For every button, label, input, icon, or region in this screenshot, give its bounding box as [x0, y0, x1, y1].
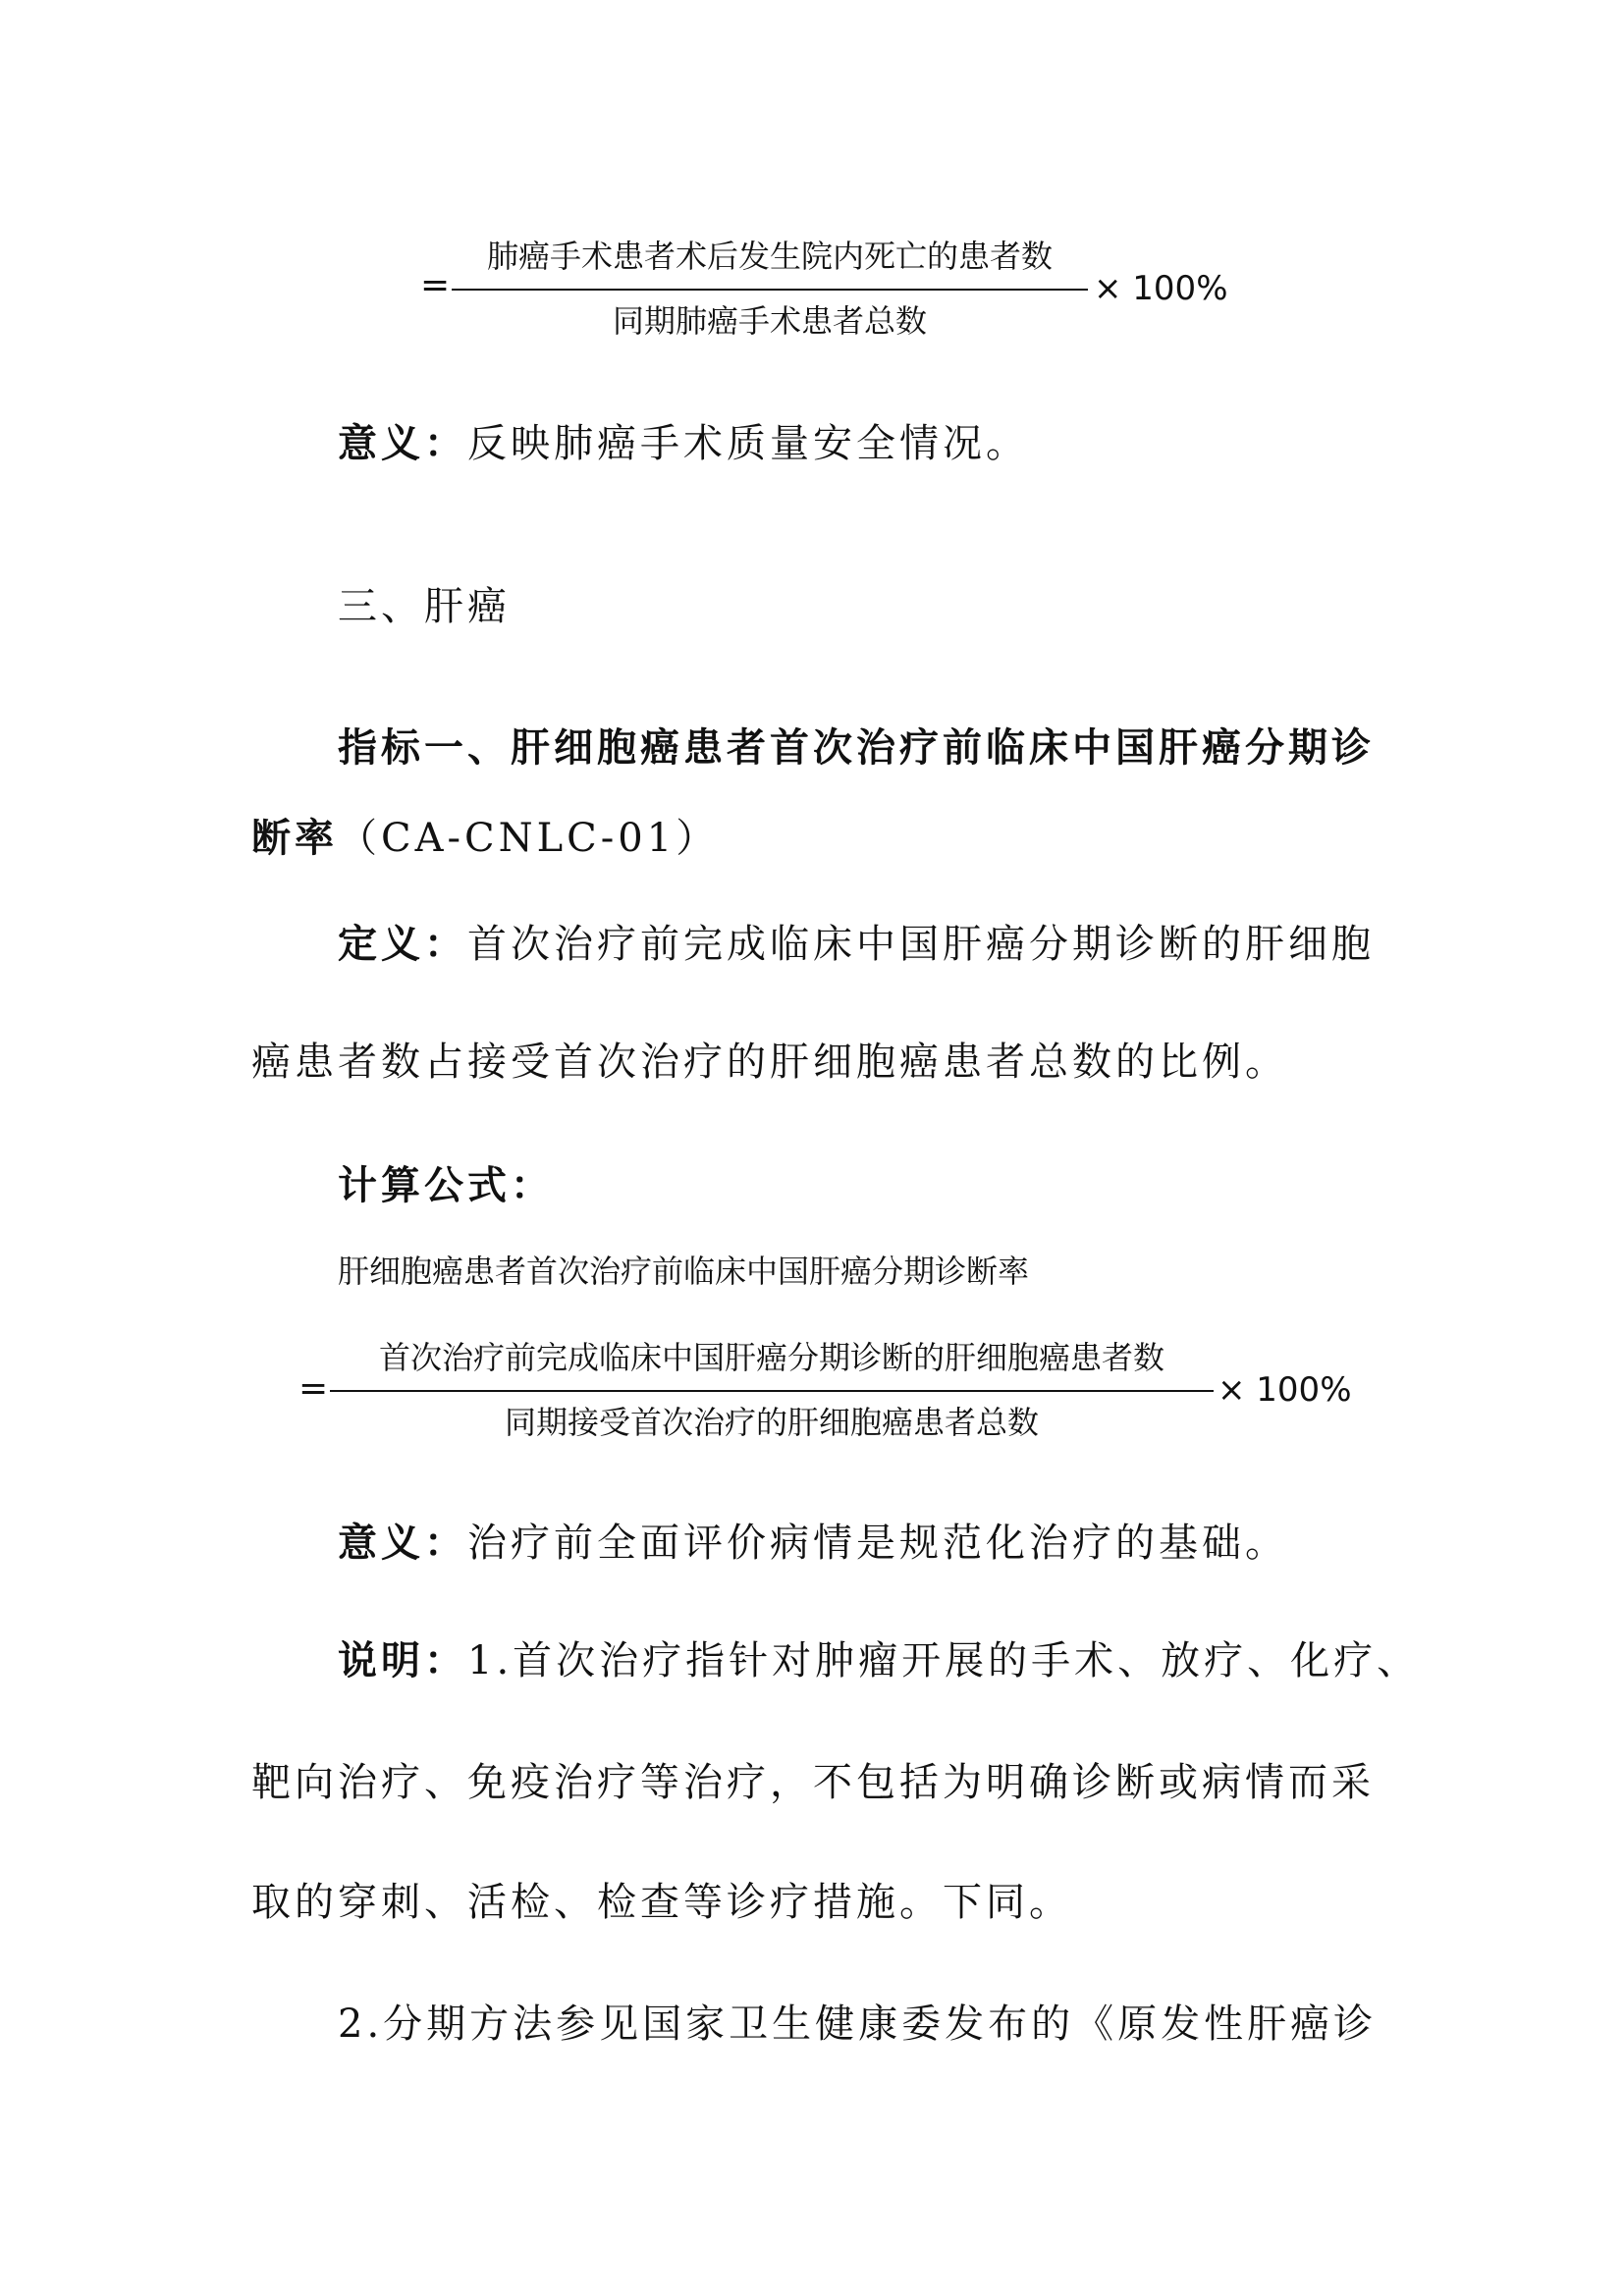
- note-line2: 靶向治疗、免疫治疗等治疗，不包括为明确诊断或病情而采: [251, 1760, 1375, 1805]
- note-line1: [338, 1629, 1420, 1685]
- indicator-heading-line2: [251, 807, 719, 863]
- formula1-multiplier: × 100%: [1094, 269, 1228, 308]
- formula2-denominator: 同期接受首次治疗的肝细胞癌患者总数: [504, 1404, 1039, 1441]
- formula1-equals: =: [420, 265, 451, 305]
- note-label: 说明：: [338, 1637, 467, 1683]
- meaning2-text: 治疗前全面评价病情是规范化治疗的基础。: [467, 1521, 1288, 1566]
- definition-label: 定义：: [338, 921, 467, 967]
- formula1-numerator: 肺癌手术患者术后发生院内死亡的患者数: [486, 238, 1053, 275]
- meaning1-text: 反映肺癌手术质量安全情况。: [467, 421, 1029, 466]
- definition-line1: [338, 913, 1375, 969]
- indicator-code: （CA-CNLC-01）: [338, 816, 720, 861]
- note-text-line1: 1.首次治疗指针对肿瘤开展的手术、放疗、化疗、: [467, 1638, 1421, 1683]
- formula1-denominator: 同期肺癌手术患者总数: [612, 302, 927, 340]
- formula1-fraction: [452, 232, 1088, 340]
- formula2-equals: =: [298, 1368, 329, 1409]
- definition-text-line1: 首次治疗前完成临床中国肝癌分期诊断的肝细胞: [467, 922, 1375, 967]
- section-heading: 三、肝癌: [338, 584, 511, 629]
- note-line3: 取的穿刺、活检、检查等诊疗措施。下同。: [251, 1880, 1072, 1925]
- definition-line2: 癌患者数占接受首次治疗的肝细胞癌患者总数的比例。: [251, 1040, 1288, 1085]
- indicator-heading-bold: 断率: [251, 815, 338, 861]
- formula2-multiplier: × 100%: [1218, 1370, 1352, 1410]
- meaning2-label: 意义：: [338, 1520, 467, 1566]
- formula2-fraction: [330, 1333, 1214, 1441]
- formula2-fraction-bar: [330, 1390, 1214, 1392]
- indicator-heading-line1: 指标一、肝细胞癌患者首次治疗前临床中国肝癌分期诊: [338, 724, 1375, 771]
- note-line4: 2.分期方法参见国家卫生健康委发布的《原发性肝癌诊: [338, 2002, 1378, 2047]
- meaning1-paragraph: [338, 412, 1029, 468]
- meaning2-paragraph: [338, 1512, 1288, 1568]
- meaning1-label: 意义：: [338, 420, 467, 466]
- calc-label: 计算公式：: [338, 1162, 554, 1208]
- formula2-name: 肝细胞癌患者首次治疗前临床中国肝癌分期诊断率: [338, 1253, 1030, 1290]
- formula2-numerator: 首次治疗前完成临床中国肝癌分期诊断的肝细胞癌患者数: [378, 1339, 1164, 1376]
- formula1-fraction-bar: [452, 289, 1088, 291]
